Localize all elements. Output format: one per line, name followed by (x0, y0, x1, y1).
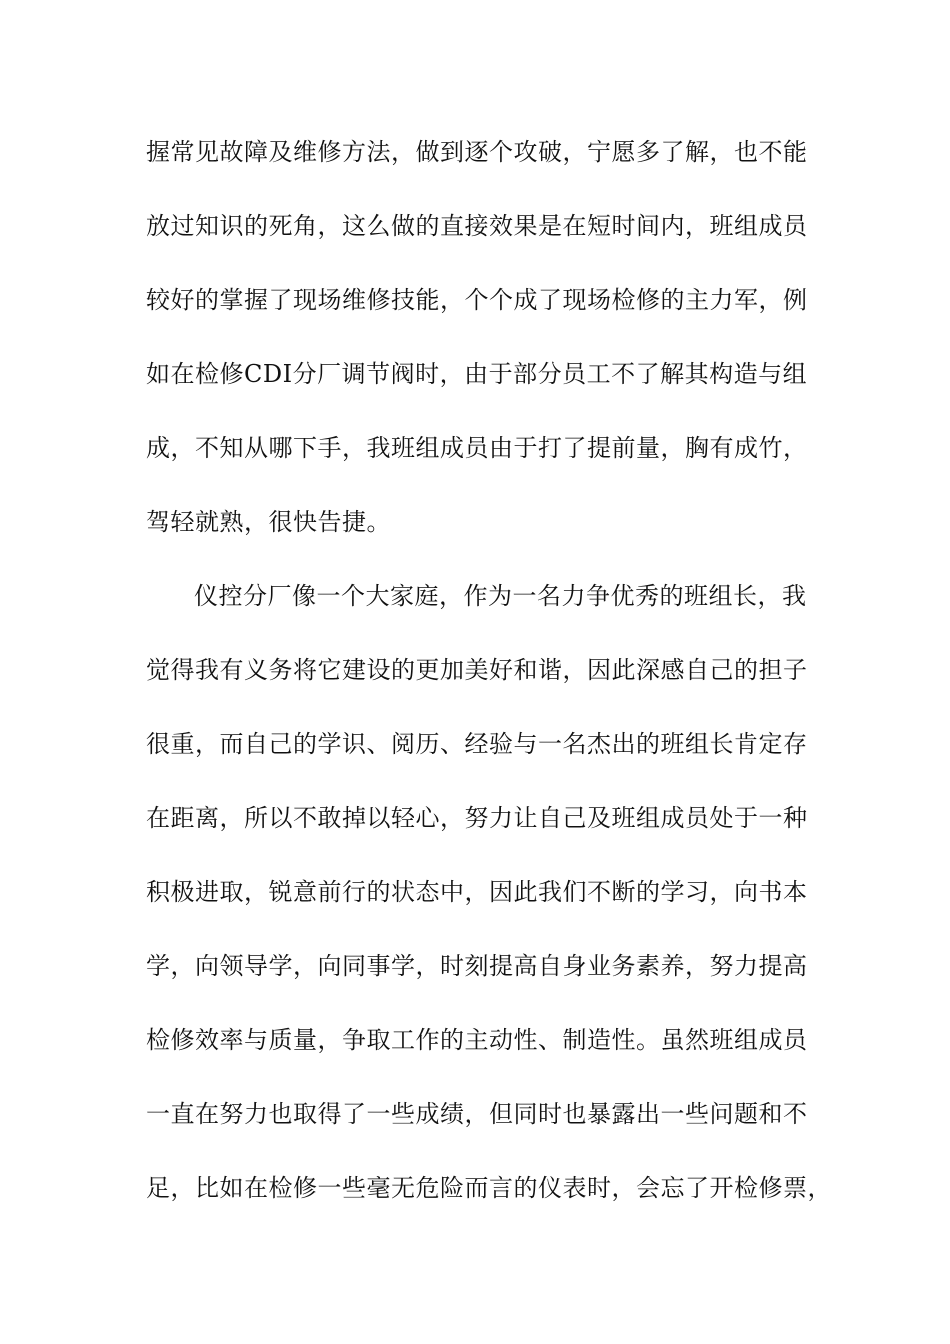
text-line: 放过知识的死角，这么做的直接效果是在短时间内，班组成员 (146, 212, 808, 240)
text-line: 足，比如在检修一些毫无危险而言的仪表时，会忘了开检修票， (146, 1174, 832, 1202)
text-line: 握常见故障及维修方法，做到逐个攻破，宁愿多了解，也不能 (146, 138, 808, 166)
text-line: 积极进取，锐意前行的状态中，因此我们不断的学习，向书本 (146, 878, 808, 906)
text-line: 学，向领导学，向同事学，时刻提高自身业务素养，努力提高 (146, 952, 808, 980)
text-line: 觉得我有义务将它建设的更加美好和谐，因此深感自己的担子 (146, 656, 808, 684)
text-line: 在距离，所以不敢掉以轻心，努力让自己及班组成员处于一种 (146, 804, 808, 832)
text-line: 很重，而自己的学识、阅历、经验与一名杰出的班组长肯定存 (146, 730, 808, 758)
text-line: 成，不知从哪下手，我班组成员由于打了提前量，胸有成竹， (146, 434, 808, 462)
text-line: 一直在努力也取得了一些成绩，但同时也暴露出一些问题和不 (146, 1100, 808, 1128)
text-line: 如在检修CDI分厂调节阀时，由于部分员工不了解其构造与组 (146, 360, 808, 388)
paragraph-first-line: 仪控分厂像一个大家庭，作为一名力争优秀的班组长，我 (194, 582, 807, 610)
text-line: 检修效率与质量，争取工作的主动性、制造性。虽然班组成员 (146, 1026, 808, 1054)
text-line: 较好的掌握了现场维修技能，个个成了现场检修的主力军，例 (146, 286, 808, 314)
text-line: 驾轻就熟，很快告捷。 (146, 508, 391, 536)
